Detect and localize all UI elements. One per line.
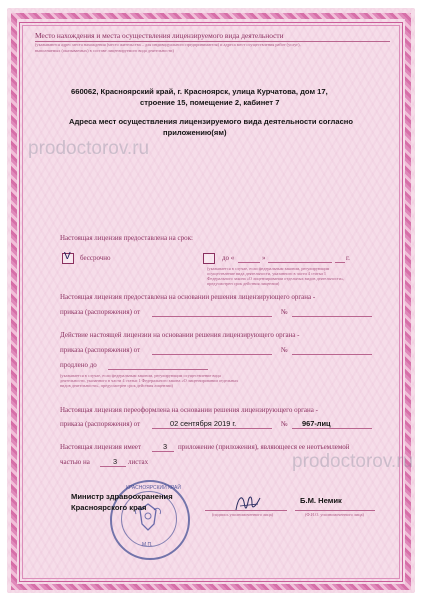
until-month-line (268, 262, 332, 263)
reissue-line-2: приказа (распоряжения) от (60, 420, 141, 428)
until-note-3: Федерального закона «О лицензировании отдельных видов деятельности», (207, 276, 345, 281)
until-note-4: предусмотрен срок действия лицензии) (207, 281, 280, 286)
attachments-count: 3 (163, 442, 168, 451)
signer-position-2: Красноярского края (71, 503, 147, 512)
action-extended: продлено до (60, 361, 97, 369)
address-line-1: 660062, Красноярский край, г. Красноярск, улица Курчатова, дом 17, (71, 87, 328, 96)
until-day-line (238, 262, 260, 263)
action-number-sign: № (281, 346, 288, 354)
unlimited-checkbox (62, 253, 74, 264)
attachments-sheets-line (100, 466, 126, 467)
term-label: Настоящая лицензия предоставлена на срок: (60, 234, 193, 242)
action-line-1: Действие настоящей лицензии на основании решения лицензирующего органа - (60, 331, 300, 339)
reissue-number-line (292, 428, 372, 429)
annex-line-1: Адреса мест осуществления лицензируемого вида деятельности согласно (69, 117, 354, 126)
header-title: Место нахождения и места осуществления лицензируемого вида деятельности (35, 31, 284, 40)
address-line-2: строение 15, помещение 2, кабинет 7 (140, 98, 280, 107)
basis-number-line (292, 316, 372, 317)
signature-caption: (подпись уполномоченного лица) (212, 512, 274, 517)
signer-name: Б.М. Немик (300, 496, 342, 505)
seal-top-text: КРАСНОЯРСКИЙ КРАЙ (126, 485, 181, 491)
action-note-3: видов деятельности», предусмотрен срок действия лицензии) (60, 383, 173, 388)
reissue-line-1: Настоящая лицензия переоформлена на основании решения лицензирующего органа - (60, 406, 318, 414)
reissue-number: 967-лиц (302, 419, 331, 428)
action-line-2: приказа (распоряжения) от (60, 346, 141, 354)
attachments-middle: приложение (приложения), являющееся ее неотъемлемой (178, 443, 350, 451)
header-note-2: выполняемых (оказываемых) в составе лицензируемого вида деятельности) (35, 48, 174, 53)
until-note-1: (указывается в случае, если федеральным законом, регулирующим (207, 266, 330, 271)
action-extended-line (108, 369, 208, 370)
annex-line-2: приложению(ям) (163, 128, 227, 137)
until-close: » (262, 254, 266, 262)
unlimited-label: бессрочно (80, 254, 111, 262)
action-note-2: деятельности, указанного в части 4 статьи 1 Федерального закона «О лицензировании отдельных (60, 378, 239, 383)
until-prefix: до « (222, 254, 235, 262)
action-date-line (152, 354, 272, 355)
until-year: г. (346, 254, 350, 262)
name-line (295, 510, 375, 511)
action-note-1: (указывается в случае, если федеральным законом, регулирующим осуществление вида (60, 373, 221, 378)
until-note-2: осуществление вида деятельности, указанного в части 4 статьи 1 (207, 271, 327, 276)
reissue-number-sign: № (281, 420, 288, 428)
watermark-bottom: prodoctorov.ru (292, 451, 414, 472)
signature-line (205, 510, 287, 511)
basis-number-sign: № (281, 308, 288, 316)
reissue-date-line (152, 428, 272, 429)
until-checkbox (203, 253, 215, 264)
attachments-sheets-label: листах (128, 458, 149, 466)
checkbox-mark: V (64, 251, 71, 262)
attachments-prefix: Настоящая лицензия имеет (60, 443, 142, 451)
seal-center-text: М.П. (142, 542, 153, 548)
basis-line-2: приказа (распоряжения) от (60, 308, 141, 316)
watermark-top: prodoctorov.ru (28, 138, 150, 159)
until-year-line (335, 262, 345, 263)
attachments-line2-prefix: частью на (60, 458, 90, 466)
name-caption: (Ф.И.О. уполномоченного лица) (305, 512, 364, 517)
signer-position-1: Министр здравоохранения (71, 492, 173, 501)
basis-date-line (152, 316, 272, 317)
basis-line-1: Настоящая лицензия предоставлена на основании решения лицензирующего органа - (60, 293, 316, 301)
attachments-sheets: 3 (113, 457, 118, 466)
attachments-count-line (152, 451, 174, 452)
header-note-1: (указываются адрес места нахождения (место жительства – для индивидуального предпринимателя) и адреса мест осуществления работ (услуг), (35, 42, 301, 47)
reissue-date: 02 сентября 2019 г. (170, 419, 237, 428)
action-number-line (292, 354, 372, 355)
